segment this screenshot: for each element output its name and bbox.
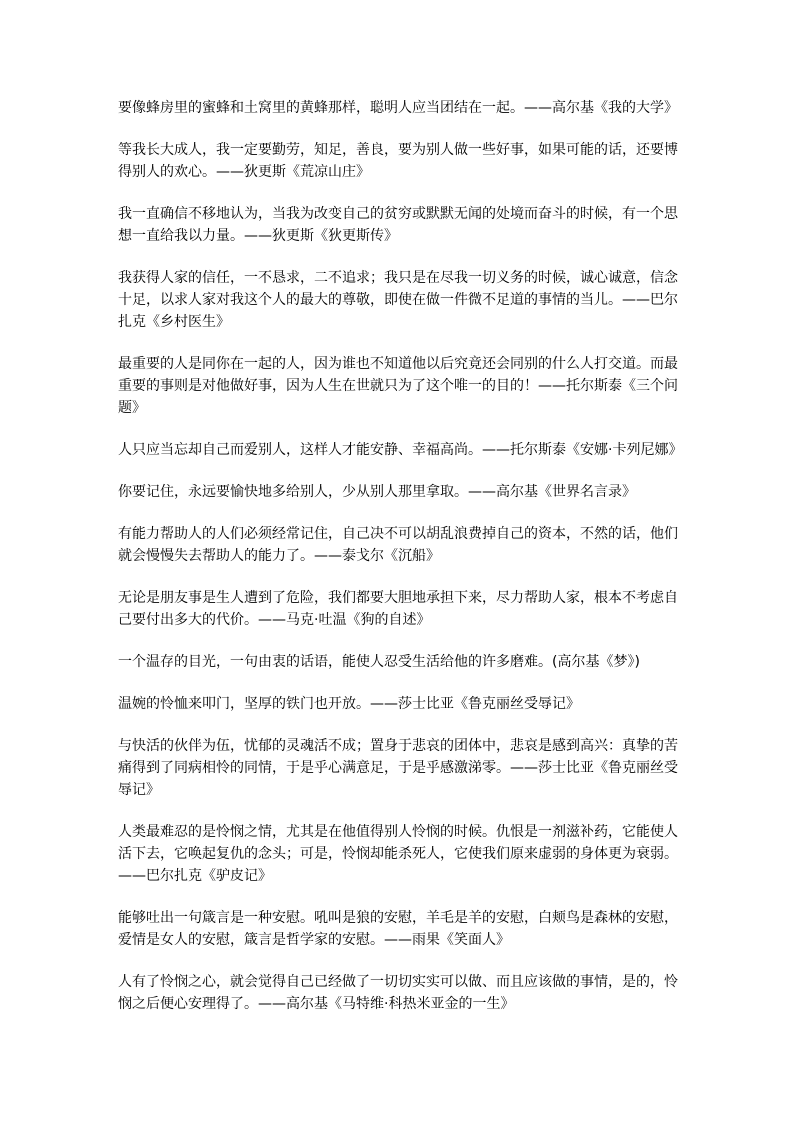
quote-paragraph: 与快活的伙伴为伍，忧郁的灵魂活不成；置身于悲哀的团体中，悲哀是感到高兴：真挚的苦痛得到了同病相怜的同情，于是乎心满意足，于是乎感激涕零。——莎士比亚《鲁克丽丝受辱记》 <box>118 738 678 798</box>
quote-paragraph: 人只应当忘却自己而爱别人，这样人才能安静、幸福高尚。——托尔斯泰《安娜·卡列尼娜》 <box>118 442 683 458</box>
document-body <box>118 97 683 1035</box>
quote-paragraph: 无论是朋友事是生人遭到了危险，我们都要大胆地承担下来，尽力帮助人家，根本不考虑自己要付出多大的代价。——马克·吐温《狗的自述》 <box>118 590 678 628</box>
quote-paragraph: 最重要的人是同你在一起的人，因为谁也不知道他以后究竟还会同别的什么人打交道。而最重要的事则是对他做好事，因为人生在世就只为了这个唯一的目的！——托尔斯泰《三个问题》 <box>118 356 678 416</box>
quote-paragraph: 我获得人家的信任，一不恳求，二不追求；我只是在尽我一切义务的时候，诚心诚意，信念十足，以求人家对我这个人的最大的尊敬，即使在做一件微不足道的事情的当儿。——巴尔扎克《乡村医生》 <box>118 270 678 330</box>
quote-paragraph: 我一直确信不移地认为，当我为改变自己的贫穷或默默无闻的处境而奋斗的时候，有一个思想一直给我以力量。——狄更斯《狄更斯传》 <box>118 206 678 244</box>
quote-paragraph: 等我长大成人，我一定要勤劳，知足，善良，要为别人做一些好事，如果可能的话，还要博得别人的欢心。——狄更斯《荒凉山庄》 <box>118 142 678 180</box>
quote-paragraph: 温婉的怜恤来叩门，坚厚的铁门也开放。——莎士比亚《鲁克丽丝受辱记》 <box>118 696 580 712</box>
quote-paragraph: 人有了怜悯之心，就会觉得自己已经做了一切切实实可以做、而且应该做的事情，是的，怜悯之后便心安理得了。——高尔基《马特维·科热米亚金的一生》 <box>118 974 678 1012</box>
quote-paragraph: 一个温存的目光，一句由衷的话语，能使人忍受生活给他的许多磨难。(高尔基《梦》) <box>118 654 640 670</box>
quote-paragraph: 你要记住，永远要愉快地多给别人，少从别人那里拿取。——高尔基《世界名言录》 <box>118 484 636 500</box>
quote-paragraph: 人类最难忍的是怜悯之情，尤其是在他值得别人怜悯的时候。仇恨是一剂滋补药，它能使人活下去，它唤起复仇的念头；可是，怜悯却能杀死人，它使我们原来虚弱的身体更为衰弱。——巴尔扎克《驴皮记》 <box>118 824 678 884</box>
quote-paragraph: 能够吐出一句箴言是一种安慰。吼叫是狼的安慰，羊毛是羊的安慰，白颊鸟是森林的安慰，爱情是女人的安慰，箴言是哲学家的安慰。——雨果《笑面人》 <box>118 910 678 948</box>
quote-paragraph: 有能力帮助人的人们必须经常记住，自己决不可以胡乱浪费掉自己的资本，不然的话，他们就会慢慢失去帮助人的能力了。——泰戈尔《沉船》 <box>118 526 678 564</box>
quote-paragraph: 要像蜂房里的蜜蜂和土窝里的黄蜂那样，聪明人应当团结在一起。——高尔基《我的大学》 <box>118 100 678 116</box>
